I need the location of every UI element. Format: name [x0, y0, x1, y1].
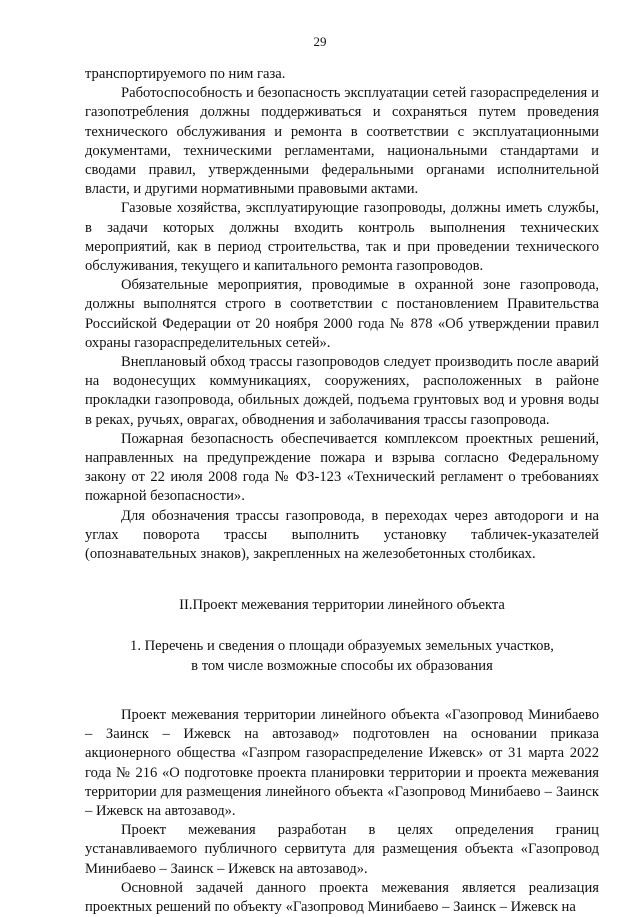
paragraph-maintenance: Работоспособность и безопасность эксплуатации сетей газораспределения и газопотребления должны поддерживаться и сохраняться путем проведения технического обслуживания и ремонта в соответствии с эксплуатационными документами, техническими регламентами, национальными стандартами и сводами правил, утвержденными федеральными органами исполнительной власти, и другими нормативными правовыми актами.: [85, 85, 599, 198]
paragraph-gas-services: Газовые хозяйства, эксплуатирующие газопроводы, должны иметь службы, в задачи которых должны входить контроль выполнения технических мероприятий, как в период строительства, так и при проведении технического обслуживания, текущего и капитального ремонта газопроводов.: [85, 200, 599, 275]
page-number: 29: [313, 34, 327, 49]
paragraph-main-task: Основной задачей данного проекта межевания является реализация проектных решений по объекту «Газопровод Минибаево – Заинск – Ижевск на: [85, 879, 599, 915]
subsection-title-line-2: в том числе возможные способы их образования: [191, 657, 493, 674]
document-body: [85, 65, 599, 917]
paragraph-continuation: транспортируемого по ним газа.: [85, 66, 286, 82]
paragraph-fire-safety: Пожарная безопасность обеспечивается комплексом проектных решений, направленных на предупреждение пожара и взрыва согласно Федеральному закону от 22 июля 2008 года № ФЗ-123 «Технический регламент о требованиях пожарной безопасности».: [85, 430, 599, 505]
subsection-title: [85, 637, 599, 675]
paragraph-project-basis: Проект межевания территории линейного объекта «Газопровод Минибаево – Заинск – Ижевск на автозавод» подготовлен на основании приказа акционерного общества «Газпром газораспределение Ижевск» от 31 марта 2022 года № 216 «О подготовке проекта планировки территории и проекта межевания территории для размещения линейного объекта «Газопровод Минибаево – Заинск – Ижевск на автозавод».: [85, 706, 599, 819]
section-title: II.Проект межевания территории линейного объекта: [179, 597, 505, 614]
paragraph-project-purpose: Проект межевания разработан в целях определения границ устанавливаемого публичного сервитута для размещения объекта «Газопровод Минибаево – Заинск – Ижевск на автозавод».: [85, 822, 599, 877]
subsection-title-line-1: 1. Перечень и сведения о площади образуемых земельных участков,: [130, 638, 554, 655]
paragraph-protection-zone: Обязательные мероприятия, проводимые в охранной зоне газопровода, должны выполнятся строго в соответствии с постановлением Правительства Российской Федерации от 20 ноября 2000 года № 878 «Об утверждении правил охраны газораспределительных сетей».: [85, 277, 599, 351]
paragraph-unscheduled-inspection: Внеплановый обход трассы газопроводов следует производить после аварий на водонесущих коммуникациях, сооружениях, расположенных в районе прокладки газопровода, обильных дождей, подъема грунтовых вод и уровня воды в реках, ручьях, оврагах, обводнения и заболачивания трассы газопровода.: [85, 354, 599, 428]
paragraph-route-markers: Для обозначения трассы газопровода, в переходах через автодороги и на углах поворота трассы выполнить установку табличек-указателей (опознавательных знаков), закрепленных на железобетонных столбиках.: [85, 507, 599, 563]
